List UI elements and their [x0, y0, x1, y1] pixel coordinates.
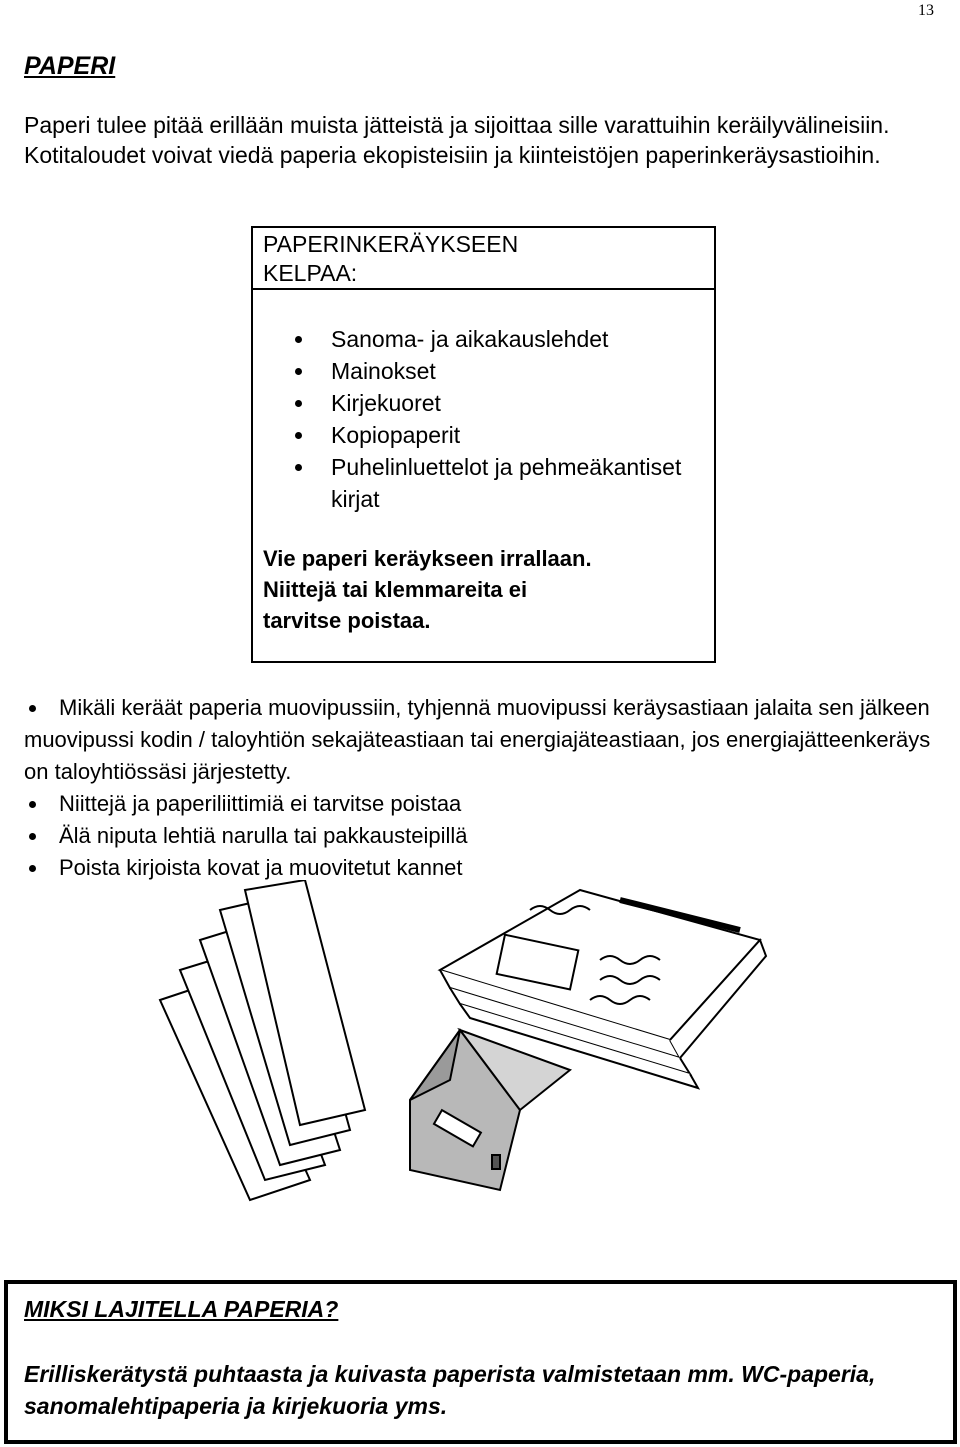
list-item: Niittejä ja paperiliittimiä ei tarvitse poistaa: [24, 788, 944, 820]
paper-illustration: [150, 880, 790, 1210]
box-note-line: tarvitse poistaa.: [263, 608, 431, 633]
intro-paragraph: Paperi tulee pitää erillään muista jätteistä ja sijoittaa sille varattuihin keräilyvälineisiin. Kotitaloudet voivat viedä paperia ekopisteisiin ja kiinteistöjen paperinkeräysastioihin.: [24, 112, 890, 168]
list-item: Kopiopaperit: [283, 419, 691, 451]
tips-list: [24, 692, 944, 884]
paper-sheets-icon: [160, 880, 365, 1200]
list-item: Puhelinluettelot ja pehmeäkantiset kirjat: [283, 451, 691, 515]
list-item: Älä niputa lehtiä narulla tai pakkausteipillä: [24, 820, 944, 852]
list-item: Mikäli keräät paperia muovipussiin, tyhjennä muovipussi keräysastiaan jalaita sen jälkeen muovipussi kodin / taloyhtiön sekajäteastiaan tai energiajäteastiaan, jos energiajätteenkeräys on taloyhtiössäsi järjestetty.: [24, 692, 944, 788]
box-header-line: PAPERINKERÄYKSEEN: [263, 231, 519, 257]
accepted-items-box: [251, 226, 716, 663]
info-title: MIKSI LAJITELLA PAPERIA?: [24, 1296, 339, 1322]
list-item: Sanoma- ja aikakauslehdet: [283, 323, 691, 355]
box-note: [263, 543, 592, 636]
info-text: Erilliskerätystä puhtaasta ja kuivasta paperista valmistetaan mm. WC-paperia, sanomalehtipaperia ja kirjekuoria yms.: [24, 1361, 876, 1419]
box-header-line: KELPAA:: [263, 260, 358, 286]
envelope-icon: [410, 1030, 570, 1190]
accepted-items-list: [283, 323, 691, 515]
list-item: Poista kirjoista kovat ja muovitetut kannet: [24, 852, 944, 884]
box-note-line: Niittejä tai klemmareita ei: [263, 577, 528, 602]
box-header: [253, 228, 714, 290]
list-item: Mainokset: [283, 355, 691, 387]
section-title: PAPERI: [24, 52, 116, 80]
box-note-line: Vie paperi keräykseen irrallaan.: [263, 546, 592, 571]
list-item: Kirjekuoret: [283, 387, 691, 419]
page-number: 13: [918, 2, 934, 19]
info-box: [4, 1280, 957, 1444]
